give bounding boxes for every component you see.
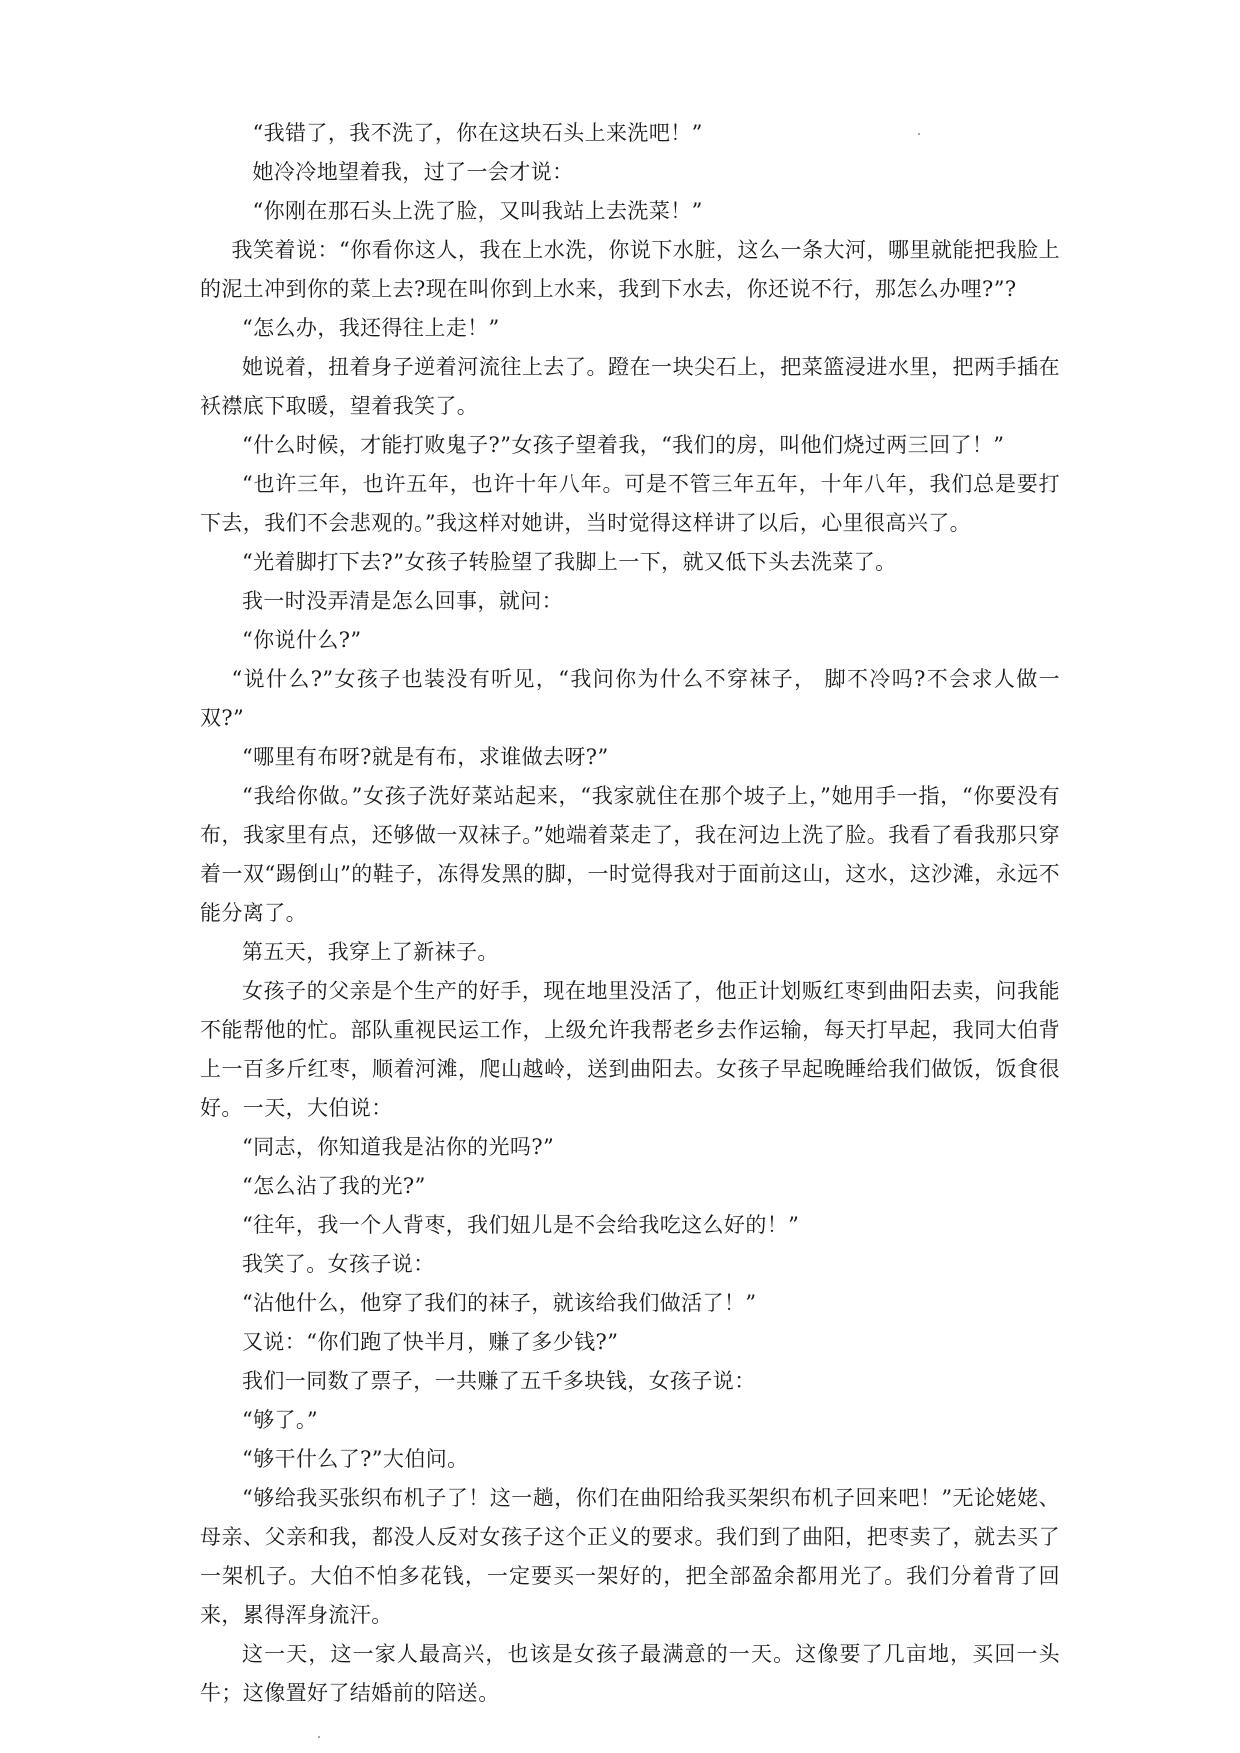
paragraph: 第五天，我穿上了新袜子。 — [242, 940, 499, 964]
paragraph: 她说着，扭着身子逆着河流往上去了。蹬在一块尖石上，把菜篮浸进水里，把两手插在袄襟底下取暖，望着我笑了。 — [200, 355, 1060, 418]
paragraph: “我给你做。”女孩子洗好菜站起来，“我家就住在那个坡子上，”她用手一指，“你要没有布，我家里有点，还够做一双袜子。”她端着菜走了，我在河边上洗了脸。我看了看我那只穿着一双“踢倒山”的鞋子，冻得发黑的脚，一时觉得我对于面前这山，这水，这沙滩，永远不能分离了。 — [200, 784, 1060, 925]
paragraph: 我笑了。女孩子说： — [242, 1252, 435, 1276]
paragraph: 她冷冷地望着我，过了一会才说： — [252, 160, 574, 184]
paragraph: “也许三年，也许五年，也许十年八年。可是不管三年五年，十年八年，我们总是要打下去，我们不会悲观的。”我这样对她讲，当时觉得这样讲了以后，心里很高兴了。 — [200, 472, 1060, 535]
paragraph: “怎么沾了我的光?” — [242, 1174, 426, 1198]
paragraph: 女孩子的父亲是个生产的好手，现在地里没活了，他正计划贩红枣到曲阳去卖，问我能不能帮他的忙。部队重视民运工作，上级允许我帮老乡去作运输，每天打早起，我同大伯背上一百多斤红枣，顺着河滩，爬山越岭，送到曲阳去。女孩子早起晚睡给我们做饭，饭食很好。一天，大伯说： — [200, 979, 1060, 1120]
paragraph: “哪里有布呀?就是有布，求谁做去呀?” — [242, 745, 609, 769]
paragraph: 我一时没弄清是怎么回事，就问： — [242, 589, 563, 613]
paragraph: “够了。” — [242, 1408, 318, 1432]
paragraph: “怎么办，我还得往上走！” — [242, 316, 500, 340]
paragraph: “光着脚打下去?”女孩子转脸望了我脚上一下，就又低下头去洗菜了。 — [242, 550, 897, 574]
paragraph: “你说什么?” — [242, 628, 362, 652]
paragraph: 又说：“你们跑了快半月，赚了多少钱?” — [242, 1330, 619, 1354]
paragraph: “你刚在那石头上洗了脸，又叫我站上去洗菜！” — [252, 199, 703, 223]
paragraph: 我们一同数了票子，一共赚了五千多块钱，女孩子说： — [242, 1369, 756, 1393]
paragraph: “同志，你知道我是沾你的光吗?” — [242, 1135, 555, 1159]
scan-speck — [318, 1736, 320, 1738]
paragraph: “够干什么了?”大伯问。 — [242, 1447, 469, 1471]
paragraph: “我错了，我不洗了，你在这块石头上来洗吧！” — [252, 121, 703, 145]
paragraph: “说什么?”女孩子也装没有听见，“我问你为什么不穿袜子， 脚不冷吗?不会求人做一双?” — [200, 667, 1060, 730]
paragraph: “往年，我一个人背枣，我们妞儿是不会给我吃这么好的！” — [242, 1213, 800, 1237]
paragraph: “够给我买张织布机子了！这一趟，你们在曲阳给我买架织布机子回来吧！”无论姥姥、母亲、父亲和我，都没人反对女孩子这个正义的要求。我们到了曲阳，把枣卖了，就去买了一架机子。大伯不怕多花钱，一定要买一架好的，把全部盈余都用光了。我们分着背了回来，累得浑身流汗。 — [200, 1486, 1060, 1627]
paragraph: “什么时候，才能打败鬼子?”女孩子望着我，“我们的房，叫他们烧过两三回了！” — [242, 433, 1005, 457]
article-body — [200, 114, 1060, 1713]
paragraph: 这一天，这一家人最高兴，也该是女孩子最满意的一天。这像要了几亩地，买回一头牛；这像置好了结婚前的陪送。 — [200, 1642, 1060, 1705]
paragraph: “沾他什么，他穿了我们的袜子，就该给我们做活了！” — [242, 1291, 757, 1315]
paragraph: 我笑着说：“你看你这人，我在上水洗，你说下水脏，这么一条大河，哪里就能把我脸上的泥土冲到你的菜上去?现在叫你到上水来，我到下水去，你还说不行，那怎么办哩?”? — [200, 238, 1060, 301]
scan-speck — [918, 133, 920, 135]
